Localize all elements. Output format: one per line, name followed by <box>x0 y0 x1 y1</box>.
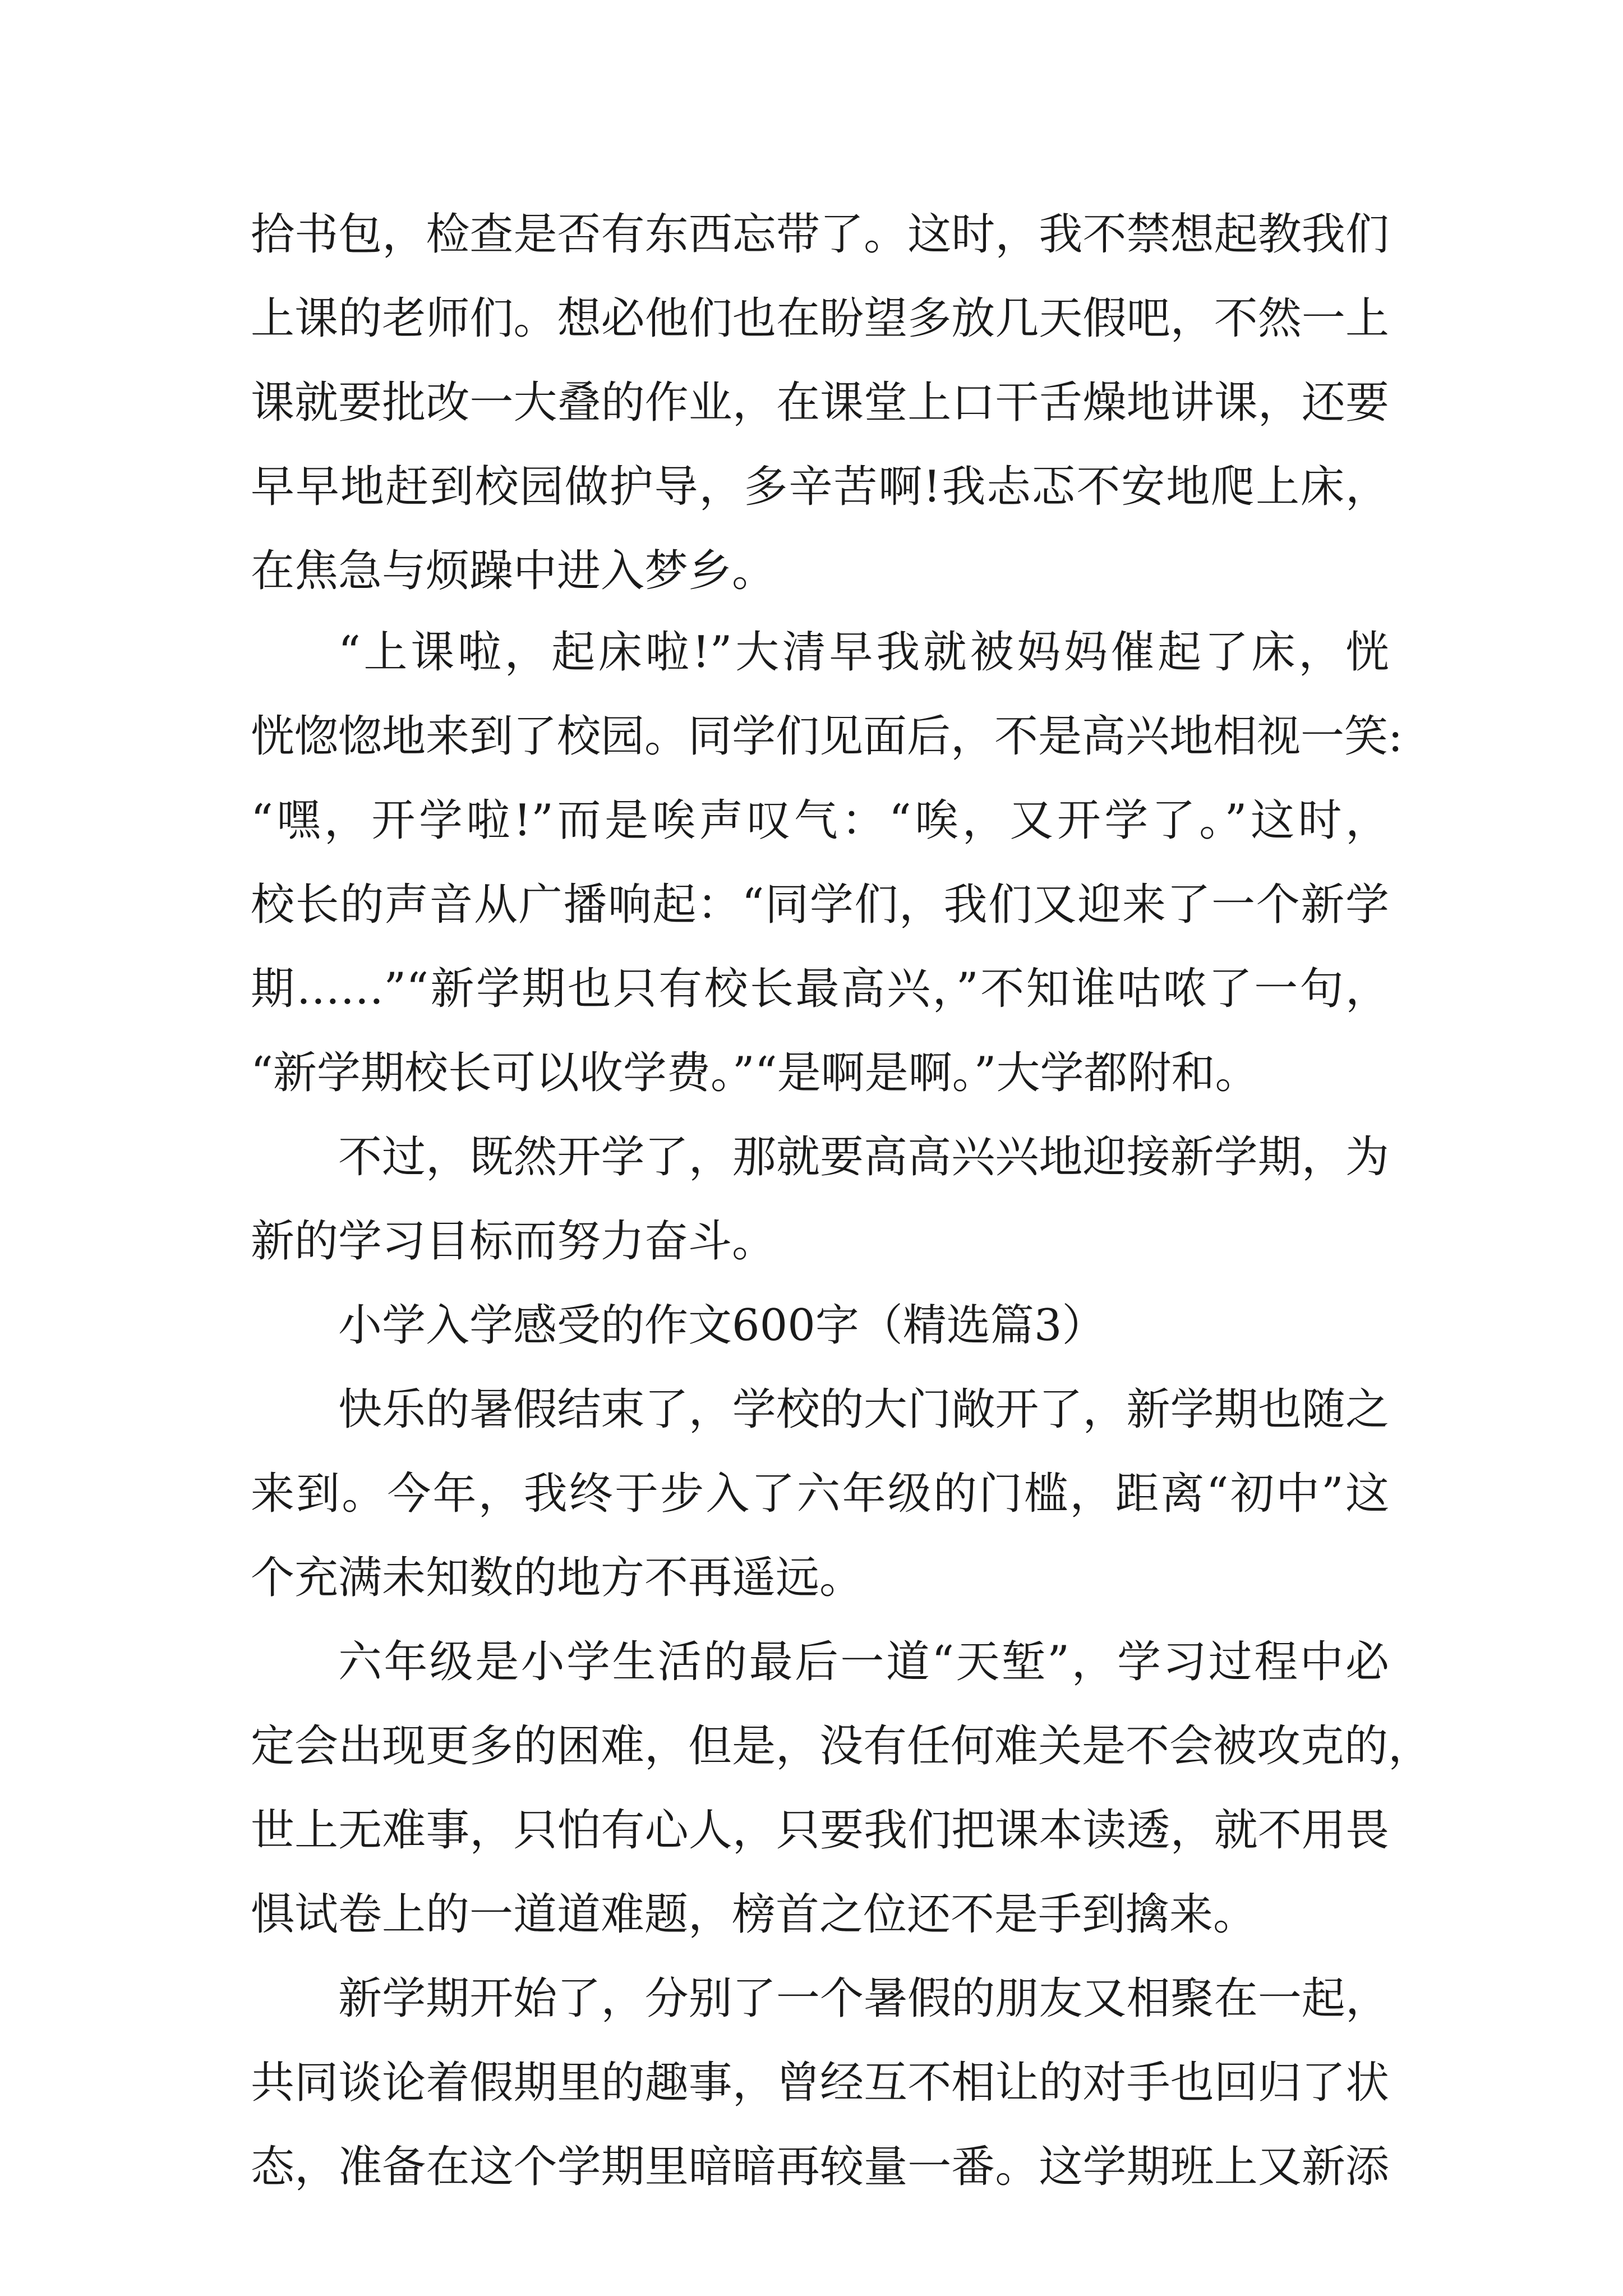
text-line-2: 上课的老师们。想必他们也在盼望多放几天假吧，不然一上 <box>251 293 1389 344</box>
text-line-16: 来到。今年，我终于步入了六年级的门槛，距离“初中”这 <box>251 1469 1389 1519</box>
text-line-12: 不过，既然开学了，那就要高高兴兴地迎接新学期，为 <box>338 1132 1389 1182</box>
text-line-11: “新学期校长可以收学费。”“是啊是啊。”大学都附和。 <box>251 1048 1259 1098</box>
text-line-1: 拾书包，检查是否有东西忘带了。这时，我不禁想起教我们 <box>251 209 1389 260</box>
text-line-20: 世上无难事，只怕有心人，只要我们把课本读透，就不用畏 <box>251 1805 1389 1856</box>
text-line-22: 新学期开始了，分别了一个暑假的朋友又相聚在一起， <box>338 1973 1389 2024</box>
text-line-17: 个充满未知数的地方不再遥远。 <box>251 1553 864 1603</box>
section-heading: 小学入学感受的作文600字（精选篇3） <box>338 1300 1106 1351</box>
text-line-15: 快乐的暑假结束了，学校的大门敞开了，新学期也随之 <box>338 1384 1389 1435</box>
text-line-13: 新的学习目标而努力奋斗。 <box>251 1216 776 1267</box>
text-line-6: “上课啦，起床啦!”大清早我就被妈妈催起了床，恍 <box>338 627 1389 678</box>
text-line-8: “嘿，开学啦!”而是唉声叹气：“唉，又开学了。”这时， <box>251 795 1389 846</box>
text-line-10: 期……”“新学期也只有校长最高兴，”不知谁咕哝了一句， <box>251 964 1389 1014</box>
text-line-5: 在焦急与烦躁中进入梦乡。 <box>251 546 776 596</box>
text-line-24: 态，准备在这个学期里暗暗再较量一番。这学期班上又新添 <box>251 2142 1389 2192</box>
text-line-9: 校长的声音从广播响起：“同学们，我们又迎来了一个新学 <box>251 880 1389 930</box>
text-line-23: 共同谈论着假期里的趣事，曾经互不相让的对手也回归了状 <box>251 2058 1389 2108</box>
text-line-18: 六年级是小学生活的最后一道“天堑”，学习过程中必 <box>338 1637 1389 1687</box>
text-line-21: 惧试卷上的一道道难题，榜首之位还不是手到擒来。 <box>251 1889 1257 1940</box>
text-line-7: 恍惚惚地来到了校园。同学们见面后，不是高兴地相视一笑: <box>251 711 1403 762</box>
text-line-19: 定会出现更多的困难，但是，没有任何难关是不会被攻克的， <box>251 1721 1432 1772</box>
text-line-3: 课就要批改一大叠的作业，在课堂上口干舌燥地讲课，还要 <box>251 378 1389 428</box>
text-line-4: 早早地赶到校园做护导，多辛苦啊!我忐忑不安地爬上床， <box>251 462 1389 512</box>
